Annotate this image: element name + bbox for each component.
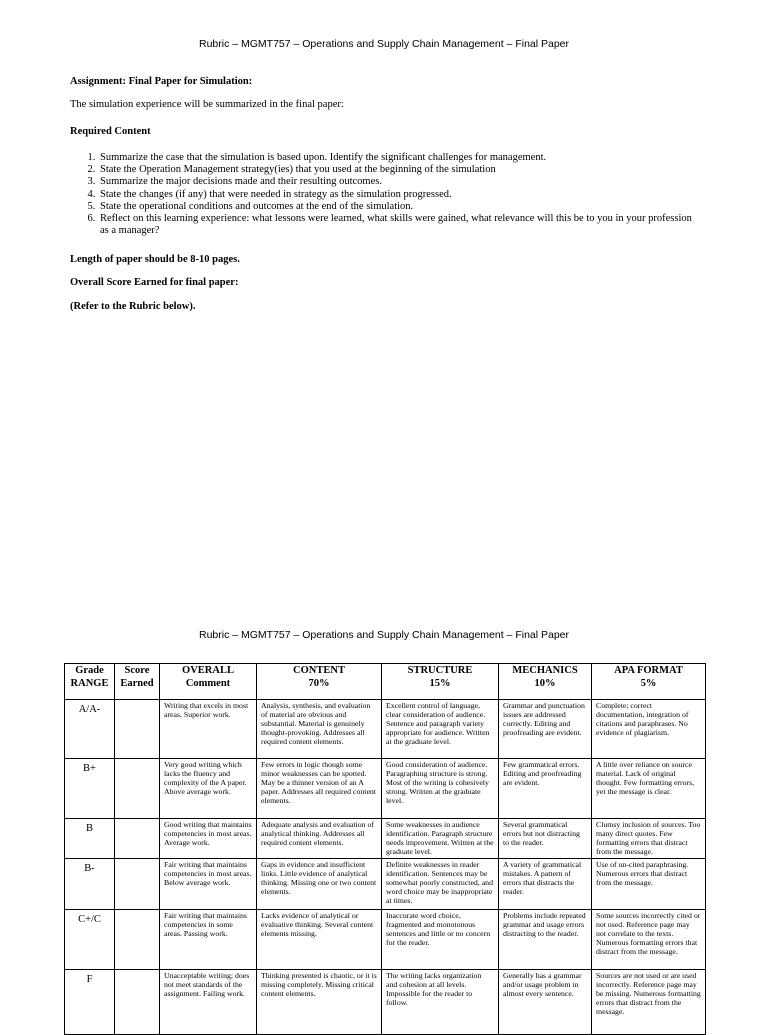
mechanics-cell: Generally has a grammar and/or usage problem in almost every sentence. (499, 970, 592, 1035)
mechanics-cell: Problems include repeated grammar and usage errors distracting to the reader. (499, 910, 592, 970)
header-mechanics: MECHANICS 10% (499, 664, 592, 700)
grade-cell: C+/C (65, 910, 115, 970)
overall-cell: Fair writing that maintains competencies in some areas. Passing work. (160, 910, 257, 970)
header-score-earned: Score Earned (115, 664, 160, 700)
intro-text: The simulation experience will be summarized in the final paper: (70, 99, 344, 110)
header-content: CONTENT 70% (257, 664, 382, 700)
content-cell: Thinking presented is chaotic, or it is missing completely. Missing critical content elements. (257, 970, 382, 1035)
grade-cell: B (65, 819, 115, 859)
refer-note: (Refer to the Rubric below). (70, 301, 196, 312)
table-row (65, 910, 706, 970)
list-item: 6. Reflect on this learning experience: what lessons were learned, what skills were gained, what relevance will this be to you in your profession as a manager? (98, 213, 698, 237)
grade-cell: A/A- (65, 700, 115, 759)
required-content-heading: Required Content (70, 126, 151, 137)
apa-cell: Some sources incorrectly cited or not used. Reference page may not correlate to the texts. Numerous formatting errors that distract from the message. (592, 910, 706, 970)
grade-cell: B- (65, 859, 115, 910)
structure-cell: Good consideration of audience. Paragraphing structure is strong. Most of the writing is cohesively strong. Written at the graduate level. (382, 759, 499, 819)
content-cell: Adequate analysis and evaluation of analytical thinking. Addresses all required content elements. (257, 819, 382, 859)
table-row (65, 759, 706, 819)
score-cell (115, 859, 160, 910)
header-structure: STRUCTURE 15% (382, 664, 499, 700)
table-row (65, 700, 706, 759)
page-title: Rubric – MGMT757 – Operations and Supply Chain Management – Final Paper (198, 38, 570, 50)
mechanics-cell: A variety of grammatical mistakes. A pattern of errors that distracts the reader. (499, 859, 592, 910)
score-cell (115, 910, 160, 970)
structure-cell: Some weaknesses in audience identification. Paragraph structure needs improvement. Written at the graduate level. (382, 819, 499, 859)
content-cell: Lacks evidence of analytical or evaluative thinking. Several content elements missing. (257, 910, 382, 970)
list-item: 1. Summarize the case that the simulation is based upon. Identify the significant challenges for management. (98, 152, 698, 164)
structure-cell: Excellent control of language, clear consideration of audience. Sentence and paragraph variety appropriate for audience. Written at the graduate level. (382, 700, 499, 759)
score-cell (115, 700, 160, 759)
mechanics-cell: Grammar and punctuation issues are addressed correctly. Editing and proofreading are evident. (499, 700, 592, 759)
table-header-row (65, 664, 706, 700)
grade-cell: F (65, 970, 115, 1035)
apa-cell: Complete; correct documentation, integration of citations and paraphrases. No evidence of plagiarism. (592, 700, 706, 759)
mechanics-cell: Several grammatical errors but not distracting to the reader. (499, 819, 592, 859)
content-cell: Few errors in logic though some minor weaknesses can be spotted. May be a thinner version of an A paper. Addresses all required content elements. (257, 759, 382, 819)
mechanics-cell: Few grammatical errors. Editing and proofreading are evident. (499, 759, 592, 819)
rubric-title: Rubric – MGMT757 – Operations and Supply Chain Management – Final Paper (198, 629, 570, 641)
overall-cell: Writing that excels in most areas. Superior work. (160, 700, 257, 759)
overall-cell: Fair writing that maintains competencies in most areas. Below average work. (160, 859, 257, 910)
list-item: 5. State the operational conditions and outcomes at the end of the simulation. (98, 201, 698, 213)
overall-cell: Very good writing which lacks the fluency and complexity of the A paper. Above average work. (160, 759, 257, 819)
score-cell (115, 970, 160, 1035)
required-content-list (70, 152, 698, 237)
list-item: 4. State the changes (if any) that were needed in strategy as the simulation progressed. (98, 189, 698, 201)
grade-cell: B+ (65, 759, 115, 819)
score-cell (115, 759, 160, 819)
header-grade-range: Grade RANGE (65, 664, 115, 700)
table-row (65, 859, 706, 910)
table-row (65, 970, 706, 1035)
overall-cell: Unacceptable writing; does not meet standards of the assignment. Failing work. (160, 970, 257, 1035)
content-cell: Gaps in evidence and insufficient links. Little evidence of analytical thinking. Missing one or two content elements. (257, 859, 382, 910)
assignment-heading: Assignment: Final Paper for Simulation: (70, 76, 253, 87)
structure-cell: Inaccurate word choice, fragmented and monotonous sentences and little or no concern for the reader. (382, 910, 499, 970)
structure-cell: The writing lacks organization and cohesion at all levels. Impossible for the reader to follow. (382, 970, 499, 1035)
apa-cell: Use of un-cited paraphrasing. Numerous errors that distract from the message. (592, 859, 706, 910)
header-overall: OVERALL Comment (160, 664, 257, 700)
table-row (65, 819, 706, 859)
content-cell: Analysis, synthesis, and evaluation of material are obvious and substantial. Material is genuinely thought-provoking. Addresses all required content elements. (257, 700, 382, 759)
score-cell (115, 819, 160, 859)
overall-cell: Good writing that maintains competencies in most areas. Average work. (160, 819, 257, 859)
apa-cell: Sources are not used or are used incorrectly. Reference page may be missing. Numerous formatting errors that distract from the message. (592, 970, 706, 1035)
overall-score-label: Overall Score Earned for final paper: (70, 277, 239, 288)
header-apa-format: APA FORMAT 5% (592, 664, 706, 700)
list-item: 2. State the Operation Management strategy(ies) that you used at the beginning of the simulation (98, 164, 698, 176)
structure-cell: Definite weaknesses in reader identification. Sentences may be somewhat poorly constructed, and word choice may be inappropriate at times. (382, 859, 499, 910)
rubric-table (64, 663, 706, 1035)
apa-cell: Clumsy inclusion of sources. Too many direct quotes. Few formatting errors that distract from the message. (592, 819, 706, 859)
apa-cell: A little over reliance on source material. Lack of original thought. Few formatting errors, yet the message is clear. (592, 759, 706, 819)
list-item: 3. Summarize the major decisions made and their resulting outcomes. (98, 176, 698, 188)
length-note: Length of paper should be 8-10 pages. (70, 254, 240, 265)
